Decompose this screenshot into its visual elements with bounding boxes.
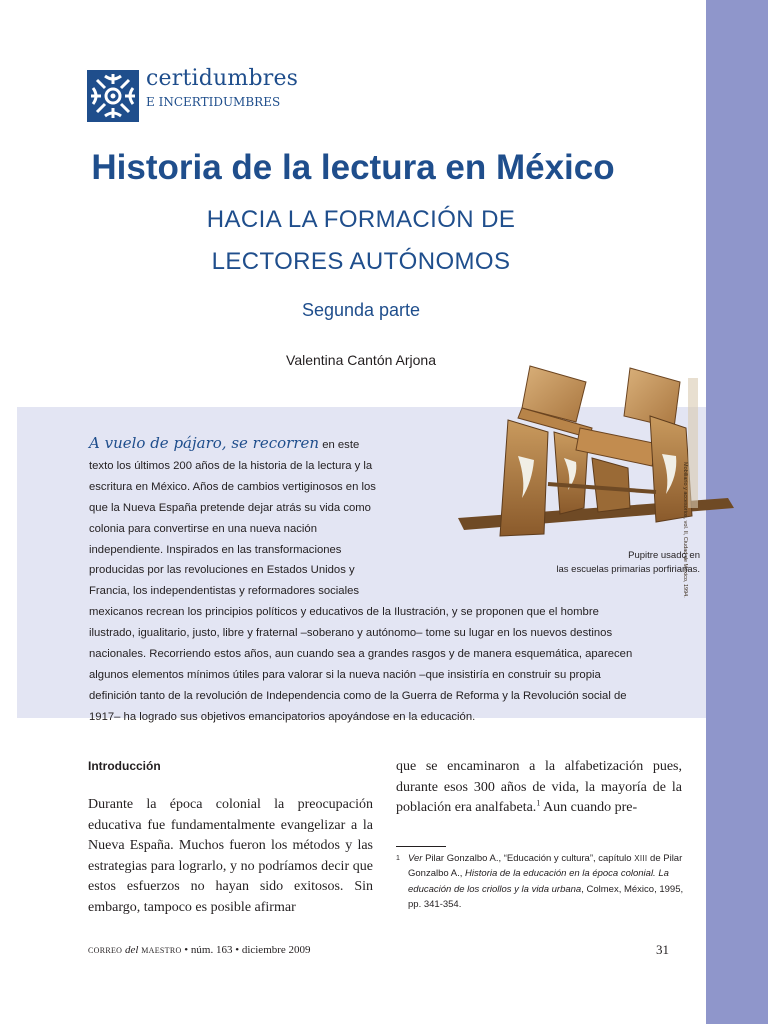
article-part: Segunda parte [301,300,421,320]
footer-sep-2: • [232,944,242,956]
footnote-mark: 1 [396,855,400,862]
footnote-chapter: XIII [634,854,648,863]
footnote-text-1: Pilar Gonzalbo A., “Educación y cultura”, capítulo [422,853,635,864]
footer-date: diciembre 2009 [241,944,311,956]
ornament-logo-icon [87,70,139,122]
body-column-2-text-b: Aun cuando pre- [540,800,638,816]
abstract-body: en este texto los últimos 200 años de la historia de la lectura y la escritura en México. Años de cambios vertiginosos en los que la Nueva España pretende dejar atrás su vida como colonia para convertirse en una nueva nación independiente. Inspirados en las transformaciones producidas por las revoluciones en Estados Unidos y Francia, los independentistas y reformadores sociales mexicanos recrean los principios políticos y educativos de la Ilustración, y se proponen que el hombre ilustrado, igualitario, justo, libre y fraternal –soberano y autónomo– tome su lugar en los nuevos destinos nacionales. Recorriendo estos años, aun cuando sea a grandes rasgos y de manera esquemática, aparecen algunos elementos mínimos útiles para valorar si la nueva nación –que insistiría en construir su propia definición tanto de la revolución de Independencia como de la Guerra de Reforma y la Revolución social de 1917– ha logrado sus objetivos emancipatorios apoyándose en la educación. [89,439,633,723]
school-desk-illustration [452,358,740,563]
article-author: Valentina Cantón Arjona [286,352,436,368]
footer-del: del [125,944,139,956]
footnote-ver: Ver [408,853,423,864]
article-title: Historia de la lectura en México [91,148,615,187]
footer-journal-2: MAESTRO [141,946,182,955]
footnote-divider [396,846,446,847]
footer-sep-1: • [181,944,191,956]
page-number: 31 [656,942,669,957]
footer-issue: núm. 163 [190,944,233,956]
footnote-reference: 1 [536,798,541,808]
page-footer [88,944,311,956]
figure-caption-line-1: Pupitre usado en [628,550,700,561]
abstract-lead: A vuelo de pájaro, se recorren [89,434,320,452]
section-heading: Introducción [88,759,161,773]
body-column-1: Durante la época colonial la preocupación educativa fue fundamentalmente evangelizar a la Nueva España. Muchos fueron los métodos y las estrategias para lograrlo, y no podríamos decir que estos esfuerzos no hayan sido exitosos. Sin embargo, tampoco es posible afirmar [88,797,373,915]
brand-name: certidumbres [146,66,299,91]
brand-subname: E INCERTIDUMBRES [146,95,281,109]
footnote [396,851,686,912]
footer-journal: CORREO [88,946,123,955]
body-column-2-text-a: que se encaminaron a la alfabetización pues, durante esos 300 años de vida, la mayoría de la población era analfabeta. [396,759,682,816]
body-column-2 [396,757,682,819]
article-subtitle-line-2: LECTORES AUTÓNOMOS [211,248,511,275]
figure-credit: Mobiliario y accesorios, vol. II, Ciudad de México, 1994. [682,462,688,598]
figure-caption-line-2: las escuelas primarias porfirianas. [556,564,700,575]
article-subtitle-line-1: HACIA LA FORMACIÓN DE [206,206,516,233]
footnote-text-3: , Colmex, México, 1995, pp. 341-354. [408,883,684,910]
footnote-book-title: Historia de la educación en la época colonial. La educación de los criollos y la vida urbana [408,868,669,895]
figure-caption [556,549,700,577]
footnote-text-2: de Pilar Gonzalbo A., [408,853,683,880]
